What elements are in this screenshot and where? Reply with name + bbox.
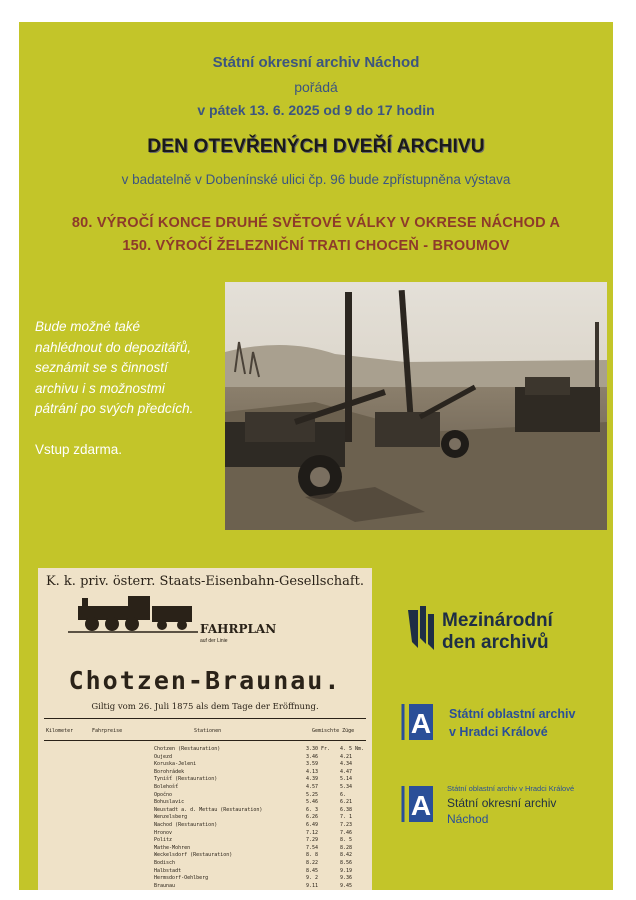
train-time: 4.47 [340, 768, 353, 775]
station-name: Hermsdorf-Oehlberg [154, 875, 209, 882]
station-name: Bolehošť [154, 784, 179, 790]
timetable-header-row [44, 728, 368, 736]
info-line: archivu i s možnostmi [35, 380, 165, 396]
column-header: Fahrpreise [92, 728, 123, 734]
timetable-rule [44, 740, 366, 741]
station-name: Hronov [154, 829, 173, 836]
theme-line-2: 150. VÝROČÍ ŽELEZNIČNÍ TRATI CHOCEŇ - BROUMOV [122, 238, 510, 254]
info-line: nahlédnout do depozitářů, [35, 339, 192, 355]
train-time: 4.21 [340, 753, 353, 760]
district-archive-name: Státní okresní archiv [447, 796, 557, 810]
train-time: 9. 2 [306, 875, 319, 882]
logo-line: Mezinárodní [442, 610, 553, 631]
timetable-route: Chotzen-Braunau. [68, 666, 342, 695]
train-time: 5.46 [306, 799, 319, 806]
presents-text: pořádá [294, 79, 338, 95]
timetable-line-note: auf der Linie [200, 638, 228, 644]
train-time: 6. 3 [306, 806, 319, 813]
train-time: 4.39 [306, 776, 319, 783]
train-time: 9.45 [340, 882, 353, 889]
station-name: Mathe-Mohren [154, 844, 191, 851]
letter-a: A [410, 708, 432, 739]
train-time: 7. 1 [340, 814, 353, 821]
archive-a-icon [401, 784, 435, 824]
train-time: 4.57 [306, 784, 319, 790]
column-header: Stationen [194, 728, 222, 734]
train-time: 7.54 [306, 844, 319, 851]
regional-archive-text [449, 705, 575, 741]
photograph-artillery [225, 282, 607, 530]
exhibition-note: v badatelně v Dobenínské ulici čp. 96 bude zpřístupněna výstava [121, 172, 511, 187]
train-time: 9.36 [340, 875, 353, 882]
train-time: 3.59 [306, 761, 319, 768]
train-time: 5.14 [340, 776, 353, 783]
train-time: 7.12 [306, 829, 319, 836]
station-name: Politz [154, 837, 173, 844]
district-archive-logo [401, 784, 611, 834]
train-time: 6.49 [306, 822, 319, 828]
station-name: Neustadt a. d. Mettau (Restauration) [154, 806, 263, 813]
letter-a: A [410, 790, 432, 821]
train-time: 6. [340, 791, 347, 798]
archives-day-text [442, 610, 553, 654]
train-time: 8.45 [306, 867, 319, 874]
train-time: 8.22 [306, 860, 319, 866]
station-name: Borohrádek [154, 768, 185, 775]
archive-a-icon [401, 702, 435, 742]
regional-archive-logo [401, 702, 611, 746]
train-time: 7.46 [340, 829, 353, 836]
station-name: Braunau [154, 882, 176, 889]
train-time: 5.25 [306, 791, 319, 798]
train-time: 8. 5 [340, 837, 353, 844]
station-name: Bohuslavic [154, 799, 185, 806]
event-title: DEN OTEVŘENÝCH DVEŘÍ ARCHIVU [147, 136, 485, 157]
info-line: seznámit se s činností [35, 360, 168, 375]
station-name: Opočno [154, 791, 173, 798]
info-line: Bude možné také [35, 319, 141, 334]
station-name: Oujezd [154, 753, 173, 760]
station-name: Nachod (Restauration) [154, 822, 218, 828]
logo-line: Státní oblastní archiv [449, 707, 576, 721]
logo-line: den archivů [442, 632, 549, 653]
historic-timetable [38, 568, 372, 890]
station-name: Koruska-Jeleni [154, 761, 197, 768]
train-time: 7.23 [340, 822, 353, 828]
train-time: 8. 8 [306, 852, 319, 859]
district-archive-city: Náchod [447, 812, 489, 826]
international-archives-day-logo [404, 600, 604, 670]
station-name: Halbstadt [154, 867, 182, 874]
station-name: Weckelsdorf (Restauration) [154, 852, 233, 859]
timetable-heading: FAHRPLAN [200, 622, 277, 636]
train-time: 4.34 [340, 761, 353, 768]
parent-archive-name: Státní oblastní archiv v Hradci Králové [447, 784, 575, 793]
train-time: 3.46 [306, 753, 319, 760]
train-time: 8.28 [340, 844, 353, 851]
train-time: 6.21 [340, 799, 353, 806]
info-line: pátrání po svých předcích. [35, 401, 194, 416]
poster [19, 22, 613, 890]
station-name: Wenzelsberg [154, 814, 188, 821]
train-time: 9.19 [340, 867, 353, 874]
train-time: 8.56 [340, 860, 353, 866]
train-time: 7.29 [306, 837, 319, 844]
info-text [35, 317, 235, 420]
entry-free: Vstup zdarma. [35, 442, 123, 457]
organizer: Státní okresní archiv Náchod [212, 54, 420, 71]
timetable-company: K. k. priv. österr. Staats-Eisenbahn-Gesellschaft. [45, 574, 365, 589]
train-time: 4.13 [306, 768, 319, 775]
theme-line-1: 80. VÝROČÍ KONCE DRUHÉ SVĚTOVÉ VÁLKY V OKRESE NÁCHOD A [71, 215, 561, 231]
event-date: v pátek 13. 6. 2025 od 9 do 17 hodin [197, 102, 435, 118]
timetable-row [44, 883, 368, 890]
train-time: 3.30 Fr. [306, 746, 331, 752]
war-photograph [225, 282, 607, 530]
locomotive-illustration [68, 592, 198, 634]
train-time: 4. 5 Nm. [340, 746, 365, 752]
train-time: 5.34 [340, 784, 353, 790]
train-time: 9.11 [306, 882, 319, 889]
station-name: Bodisch [154, 860, 176, 866]
archives-day-icon [404, 604, 438, 654]
column-header: Kilometer [46, 728, 74, 734]
column-header: Gemischte Züge [312, 728, 355, 734]
logo-line: v Hradci Králové [449, 725, 548, 739]
station-name: Chotzen (Restauration) [154, 746, 221, 752]
train-time: 8.42 [340, 852, 353, 859]
timetable-validity: Giltig vom 26. Juli 1875 als dem Tage der Eröffnung. [91, 702, 319, 712]
station-name: Tynišť (Restauration) [154, 776, 218, 783]
timetable-rule [44, 718, 366, 719]
train-time: 6.26 [306, 814, 319, 821]
train-time: 6.38 [340, 806, 353, 813]
